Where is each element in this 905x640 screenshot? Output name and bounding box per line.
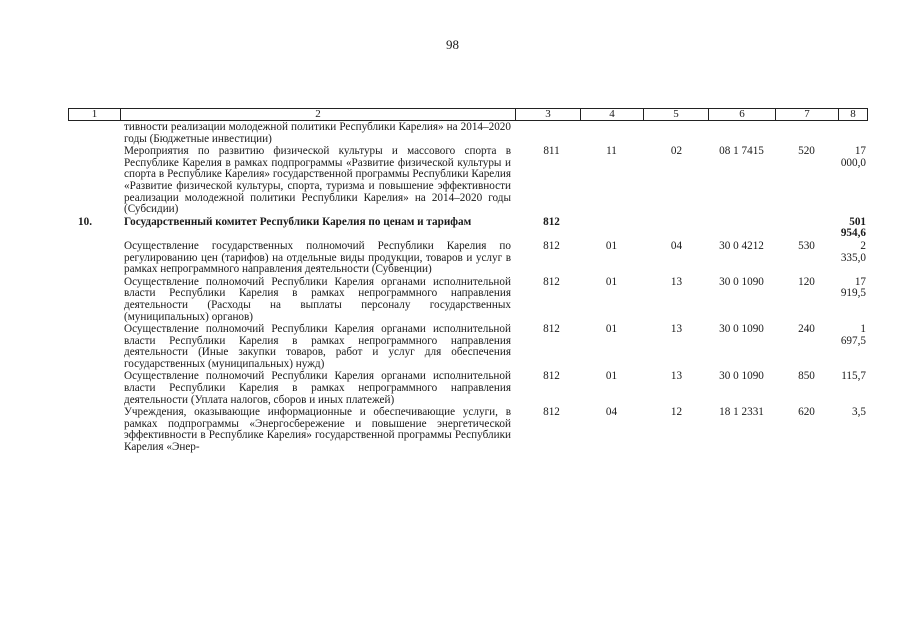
row-col-5: 13 — [670, 370, 683, 383]
page-number: 98 — [446, 37, 459, 52]
row-number — [68, 146, 120, 216]
table-row — [68, 241, 868, 276]
row-col-8: 2 335,0 — [840, 239, 866, 264]
row-col-4: 01 — [605, 275, 618, 288]
row-col-5: 02 — [670, 145, 683, 158]
row-col-3: 811 — [543, 145, 560, 158]
row-col-6: 08 1 7415 — [719, 145, 764, 158]
row-col-3: 812 — [543, 239, 560, 252]
row-col-7: 240 — [798, 323, 815, 336]
row-col-3: 812 — [543, 370, 560, 383]
row-description: Учреждения, оказывающие информационные и обеспечивающие услуги, в рамках подпрограммы «Энергосбережение и повышение энергетической эффективности в Республике Карелия» государственной программы Республики Карелия «Энер- — [124, 406, 511, 454]
row-description: Осуществление полномочий Республики Карелия органами исполнительной власти Республики Карелия в рамках непрограммного направления деятельности (Иные закупки товаров, работ и услуг для обеспечения государственных (муниципальных) нужд) — [124, 323, 511, 370]
row-number — [68, 241, 120, 276]
row-number — [68, 324, 120, 370]
row-col-4 — [580, 122, 643, 145]
row-col-5: 12 — [670, 406, 683, 419]
table-row — [68, 146, 868, 216]
row-col-6: 18 1 2331 — [719, 406, 764, 419]
table-row — [68, 407, 868, 453]
row-description: Осуществление полномочий Республики Карелия органами исполнительной власти Республики Карелия в рамках непрограммного направления деятельности (Расходы на выплаты персоналу государственных (муниципальных) органов) — [124, 275, 511, 323]
row-col-7: 850 — [798, 370, 815, 383]
table-row — [68, 122, 868, 145]
row-col-5 — [643, 217, 708, 240]
row-col-6: 30 0 1090 — [719, 275, 764, 288]
row-number — [68, 407, 120, 453]
row-col-6: 30 0 1090 — [719, 370, 764, 383]
row-col-3: 812 — [543, 406, 560, 419]
header-col-7: 7 — [776, 109, 839, 120]
table-body — [68, 122, 868, 454]
row-col-8: 3,5 — [852, 406, 866, 419]
row-col-4: 11 — [606, 145, 617, 158]
row-description: Осуществление полномочий Республики Карелия органами исполнительной власти Республики Карелия в рамках непрограммного направления деятельности (Уплата налогов, сборов и иных платежей) — [124, 370, 511, 406]
row-number — [68, 371, 120, 406]
row-number: 10. — [78, 215, 92, 228]
row-number — [68, 277, 120, 323]
row-col-4: 01 — [605, 239, 618, 252]
row-col-4: 01 — [605, 370, 618, 383]
table-row — [68, 277, 868, 323]
row-col-6 — [708, 122, 775, 145]
row-col-8: 501 954,6 — [840, 215, 866, 240]
table-row — [68, 371, 868, 406]
header-col-6: 6 — [709, 109, 776, 120]
table-header — [68, 108, 868, 121]
row-col-6: 30 0 1090 — [719, 323, 764, 336]
row-col-6: 30 0 4212 — [719, 239, 764, 252]
row-number — [68, 122, 120, 145]
table-row-section — [68, 217, 868, 240]
row-col-8: 1 697,5 — [840, 323, 866, 347]
header-col-4: 4 — [581, 109, 644, 120]
row-col-3: 812 — [543, 323, 560, 336]
row-col-6 — [708, 217, 775, 240]
row-description: Государственный комитет Республики Карелия по ценам и тарифам — [124, 215, 472, 228]
row-col-3 — [515, 122, 580, 145]
row-col-5 — [643, 122, 708, 145]
row-col-8: 115,7 — [841, 370, 866, 383]
row-col-8: 17 000,0 — [840, 145, 866, 169]
row-col-7 — [775, 122, 838, 145]
table-row — [68, 324, 868, 370]
row-col-7 — [775, 217, 838, 240]
row-col-5: 13 — [670, 275, 683, 288]
row-col-5: 04 — [670, 239, 683, 252]
row-col-3: 812 — [543, 215, 560, 228]
row-col-8: 17 919,5 — [840, 275, 866, 300]
header-col-5: 5 — [644, 109, 709, 120]
row-col-4 — [580, 217, 643, 240]
row-description: тивности реализации молодежной политики Республики Карелия» на 2014–2020 годы (Бюджетные инвестиции) — [124, 121, 511, 145]
row-col-4: 04 — [605, 406, 618, 419]
row-col-7: 530 — [798, 239, 815, 252]
row-description: Мероприятия по развитию физической культуры и массового спорта в Республике Карелия в рамках подпрограммы «Развитие физической культуры и спорта в Республике Карелия» государственной программы Республики Карелия «Развитие физической культуры, спорта, туризма и повышение эффективности реализации молодежной политики Республики Карелия» на 2014–2020 годы (Субсидии) — [124, 145, 511, 216]
row-col-8 — [838, 122, 868, 145]
row-description: Осуществление государственных полномочий Республики Карелия по регулированию цен (тарифов) на отдельные виды продукции, товаров и услуг в рамках непрограммного направления деятельности (Субвенции) — [124, 239, 511, 276]
row-col-4: 01 — [605, 323, 618, 336]
row-col-7: 620 — [798, 406, 815, 419]
header-col-3: 3 — [516, 109, 581, 120]
row-col-7: 120 — [798, 275, 815, 288]
header-col-2: 2 — [121, 109, 516, 120]
row-col-3: 812 — [543, 275, 560, 288]
row-col-5: 13 — [670, 323, 683, 336]
row-col-7: 520 — [798, 145, 815, 158]
header-col-8: 8 — [850, 108, 856, 120]
header-col-1: 1 — [69, 109, 121, 120]
